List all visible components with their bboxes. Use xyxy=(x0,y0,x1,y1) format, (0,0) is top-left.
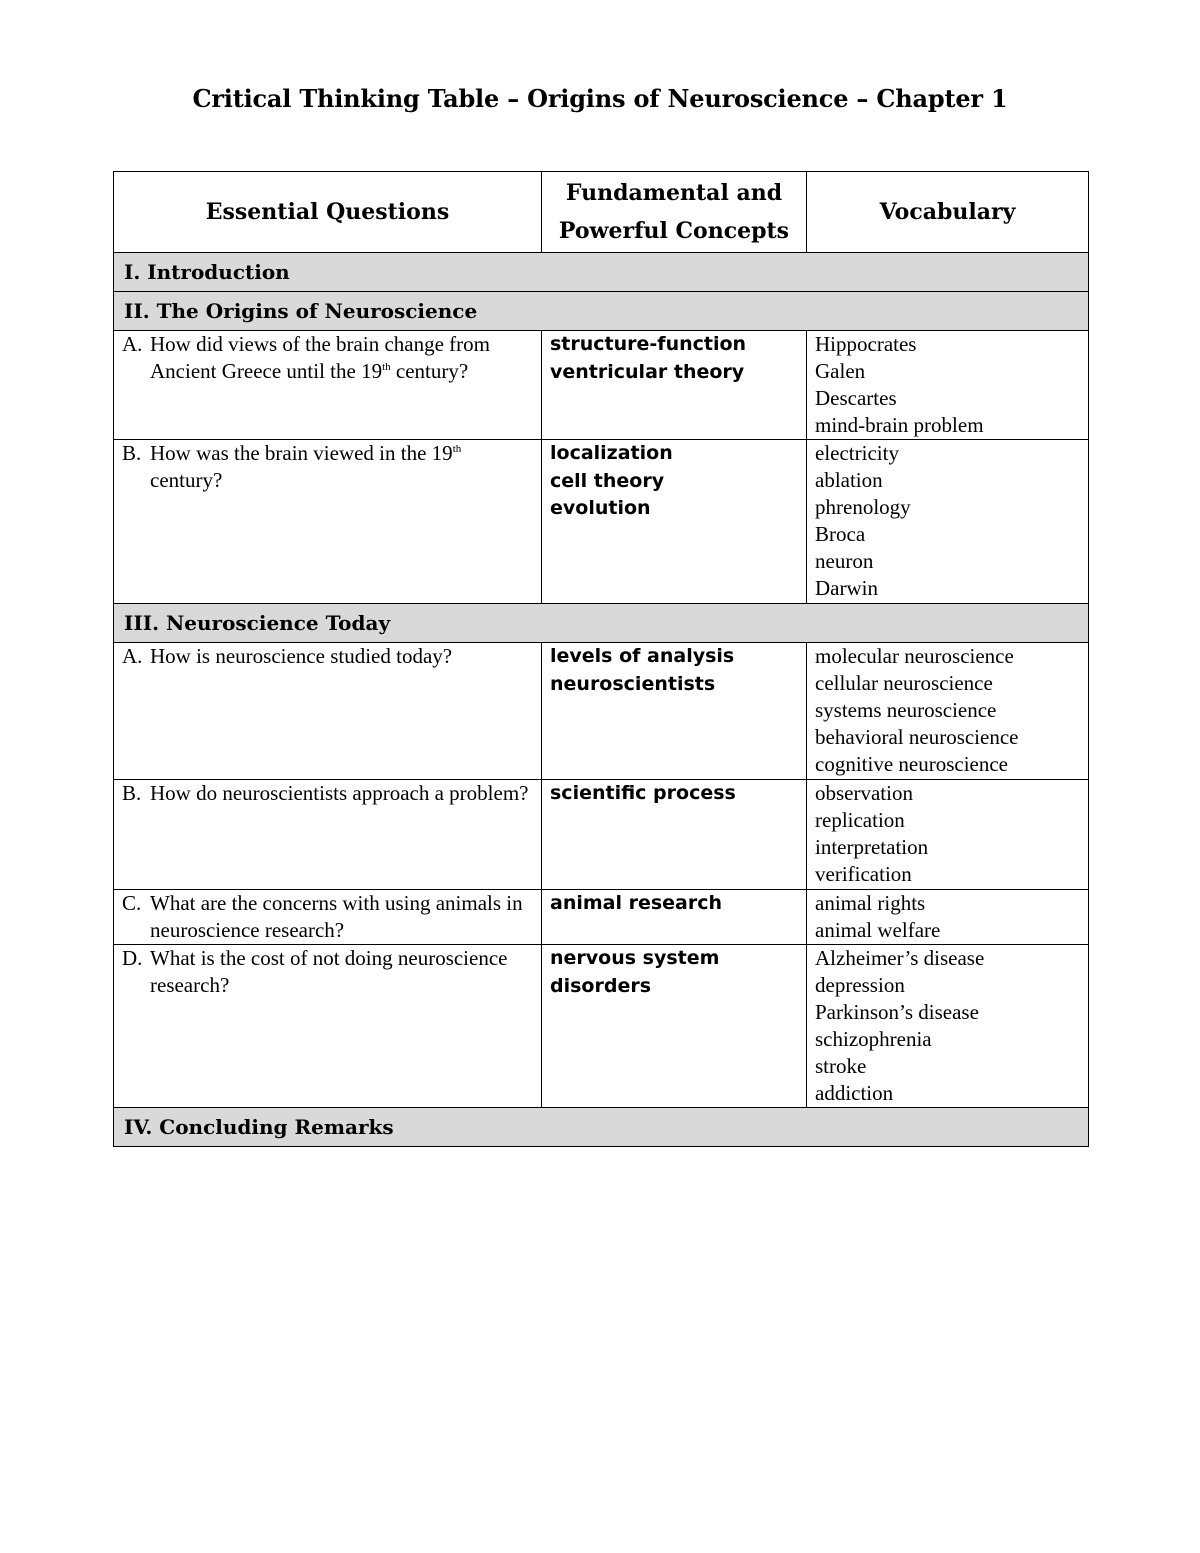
concepts-cell xyxy=(542,440,807,604)
vocab-item: electricity xyxy=(815,441,899,465)
vocabulary-cell xyxy=(807,945,1089,1108)
superscript: th xyxy=(452,443,462,455)
question-text: How is neuroscience studied today? xyxy=(150,644,453,668)
question-cell xyxy=(114,945,542,1108)
vocab-item: Hippocrates xyxy=(815,332,917,356)
table-row xyxy=(114,780,1089,890)
vocab-item: verification xyxy=(815,862,912,886)
concept-item: levels of analysis xyxy=(550,645,735,667)
question-text-part: How did views of the brain change from Ancient Greece until the 19 xyxy=(150,332,490,383)
question-letter: A. xyxy=(122,644,143,668)
vocab-item: Galen xyxy=(815,359,866,383)
concepts-cell xyxy=(542,643,807,780)
concepts-cell xyxy=(542,331,807,440)
question-text-part: century? xyxy=(150,468,223,492)
vocabulary-cell xyxy=(807,890,1089,945)
question-cell xyxy=(114,780,542,890)
vocab-item: Alzheimer’s disease xyxy=(815,946,985,970)
concept-item: localization xyxy=(550,442,673,464)
vocab-item: observation xyxy=(815,781,913,805)
question-text xyxy=(150,331,533,385)
vocab-item: stroke xyxy=(815,1054,867,1078)
concept-item: nervous system xyxy=(550,947,720,969)
table-row xyxy=(114,440,1089,604)
section-row xyxy=(114,292,1089,331)
concepts-cell xyxy=(542,890,807,945)
header-concepts xyxy=(542,172,807,253)
section-origins: II. The Origins of Neuroscience xyxy=(114,292,1089,331)
header-essential-questions: Essential Questions xyxy=(114,172,542,253)
vocab-item: cellular neuroscience xyxy=(815,671,993,695)
vocab-item: cognitive neuroscience xyxy=(815,752,1008,776)
vocab-item: Darwin xyxy=(815,576,878,600)
question-cell xyxy=(114,890,542,945)
vocab-item: phrenology xyxy=(815,495,911,519)
section-neuroscience-today: III. Neuroscience Today xyxy=(114,604,1089,643)
question-letter: A. xyxy=(122,332,143,356)
table-row xyxy=(114,890,1089,945)
vocab-item: animal rights xyxy=(815,891,926,915)
vocab-item: Descartes xyxy=(815,386,897,410)
vocab-item: addiction xyxy=(815,1081,894,1105)
vocabulary-cell xyxy=(807,331,1089,440)
question-letter: C. xyxy=(122,891,142,915)
concept-item: structure-function xyxy=(550,333,747,355)
table-row xyxy=(114,945,1089,1108)
vocab-item: neuron xyxy=(815,549,874,573)
page-title: Critical Thinking Table – Origins of Neuroscience – Chapter 1 xyxy=(192,84,1008,113)
question-text: How do neuroscientists approach a problem? xyxy=(150,781,529,805)
vocab-item: depression xyxy=(815,973,905,997)
header-concepts-line1: Fundamental and xyxy=(565,180,783,206)
vocab-item: replication xyxy=(815,808,905,832)
vocab-item: mind-brain problem xyxy=(815,413,984,437)
vocabulary-cell xyxy=(807,440,1089,604)
header-concepts-line2: Powerful Concepts xyxy=(558,218,790,244)
concept-item: evolution xyxy=(550,497,651,519)
question-letter: D. xyxy=(122,946,143,970)
critical-thinking-table xyxy=(113,171,1089,1147)
concept-item: disorders xyxy=(550,974,652,997)
table-row xyxy=(114,643,1089,780)
vocab-item: interpretation xyxy=(815,835,929,859)
concept-item: scientific process xyxy=(550,782,736,804)
concept-item: ventricular theory xyxy=(550,360,745,383)
question-letter: B. xyxy=(122,441,142,465)
concept-item: animal research xyxy=(550,892,723,914)
concept-item: neuroscientists xyxy=(550,672,716,695)
vocab-item: Broca xyxy=(815,522,866,546)
concepts-cell xyxy=(542,945,807,1108)
table-header-row xyxy=(114,172,1089,253)
section-introduction: I. Introduction xyxy=(114,253,1089,292)
vocab-item: schizophrenia xyxy=(815,1027,932,1051)
vocab-item: molecular neuroscience xyxy=(815,644,1014,668)
concept-item: cell theory xyxy=(550,469,665,492)
question-cell xyxy=(114,331,542,440)
question-letter: B. xyxy=(122,781,142,805)
question-text-part: century? xyxy=(390,359,469,383)
table-row xyxy=(114,331,1089,440)
question-text: What are the concerns with using animals in neuroscience research? xyxy=(150,891,523,942)
concepts-cell xyxy=(542,780,807,890)
superscript: th xyxy=(382,361,391,373)
section-concluding-remarks: IV. Concluding Remarks xyxy=(114,1108,1089,1147)
vocabulary-cell xyxy=(807,780,1089,890)
vocab-item: ablation xyxy=(815,468,883,492)
question-cell xyxy=(114,643,542,780)
question-cell xyxy=(114,440,542,604)
vocab-item: behavioral neuroscience xyxy=(815,725,1019,749)
section-row xyxy=(114,604,1089,643)
header-vocabulary: Vocabulary xyxy=(807,172,1089,253)
section-row xyxy=(114,253,1089,292)
section-row xyxy=(114,1108,1089,1147)
vocab-item: Parkinson’s disease xyxy=(815,1000,979,1024)
vocabulary-cell xyxy=(807,643,1089,780)
question-text xyxy=(150,440,533,494)
vocab-item: systems neuroscience xyxy=(815,698,997,722)
question-text: What is the cost of not doing neuroscience research? xyxy=(150,946,508,997)
question-text-part: How was the brain viewed in the 19 xyxy=(150,441,453,465)
vocab-item: animal welfare xyxy=(815,918,941,942)
